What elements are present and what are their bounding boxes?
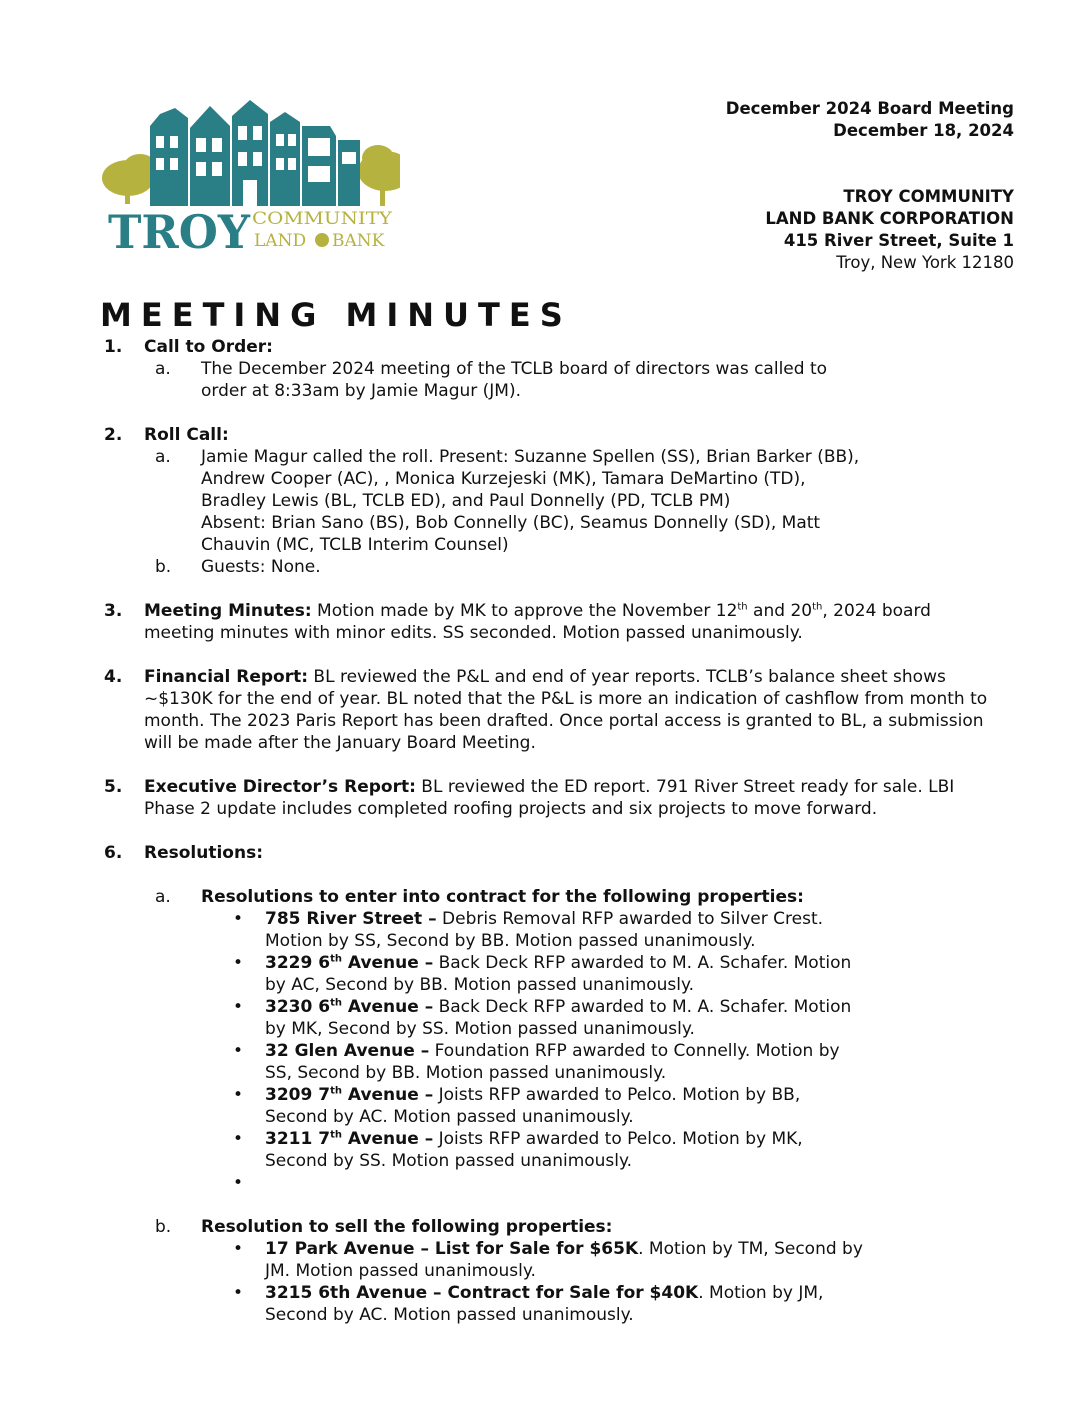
item-financial-report (100, 666, 1004, 754)
item-text: BL reviewed the ED report. 791 River Street ready for sale. LBI Phase 2 update includes completed roofing projects and six projects to move forward. (144, 777, 955, 819)
meeting-date: December 18, 2024 (833, 121, 1014, 140)
list-item: • 32 Glen Avenue – Foundation RFP awarded to Connelly. Motion by SS, Second by BB. Motion passed unanimously. (265, 1040, 865, 1084)
header-info (726, 98, 1014, 274)
subitem-roll-call-a (100, 446, 1020, 556)
subitem-call-to-order-a (100, 358, 841, 402)
roll-call-line: Jamie Magur called the roll. Present: Suzanne Spellen (SS), Brian Barker (BB), (201, 447, 860, 467)
left-tree-icon (102, 154, 156, 204)
item-number: 4. (104, 667, 123, 687)
item-label: Meeting Minutes: (144, 601, 312, 621)
item-resolutions (100, 842, 1020, 864)
item-label: Financial Report: (144, 667, 309, 687)
subitem-letter: b. (155, 1217, 172, 1237)
subitem-text: Guests: None. (201, 557, 321, 577)
meeting-name: December 2024 Board Meeting (725, 99, 1014, 118)
logo-community-text: COMMUNITY (252, 209, 393, 229)
absent-line: Chauvin (MC, TCLB Interim Counsel) (201, 535, 509, 555)
item-call-to-order (100, 336, 1020, 358)
roll-call-line: Bradley Lewis (BL, TCLB ED), and Paul Donnelly (PD, TCLB PM) (201, 491, 731, 511)
subitem-letter: a. (155, 887, 171, 907)
troy-community-land-bank-logo (100, 96, 400, 256)
org-name-line2: LAND BANK CORPORATION (765, 209, 1014, 228)
org-name-line1: TROY COMMUNITY (843, 187, 1014, 206)
ordinal-suffix: th (812, 601, 823, 613)
subitem-text: The December 2024 meeting of the TCLB board of directors was called to order at 8:33am by Jamie Magur (JM). (201, 359, 828, 401)
item-text: and 20 (747, 601, 813, 621)
org-address2: Troy, New York 12180 (836, 253, 1014, 272)
logo-tree-mark-icon (315, 233, 329, 247)
subitem-letter: a. (155, 359, 171, 379)
roll-call-line: Andrew Cooper (AC), , Monica Kurzejeski (MK), Tamara DeMartino (TD), (201, 469, 806, 489)
logo-bank-text: BANK (332, 231, 385, 251)
item-text: , 2024 board meeting minutes with minor edits. SS seconded. Motion passed unanimously. (144, 601, 931, 643)
item-text: BL reviewed the P&L and end of year reports. TCLB’s balance sheet shows ~$130K for the end of year. BL noted that the P&L is more an indication of cashflow from month to month. The 2023 Paris Report has been drafted. Once portal access is granted to BL, a submission will be made after the January Board Meeting. (144, 667, 988, 753)
subitem-label: Resolution to sell the following properties: (201, 1217, 613, 1237)
item-label: Call to Order: (144, 337, 273, 357)
logo-troy-text: TROY (108, 205, 252, 256)
item-label: Roll Call: (144, 425, 229, 445)
absent-line: Absent: Brian Sano (BS), Bob Connelly (BC), Seamus Donnelly (SD), Matt (201, 513, 821, 533)
item-number: 5. (104, 777, 123, 797)
list-item: • 3211 7th Avenue – Joists RFP awarded to Pelco. Motion by MK, Second by SS. Motion passed unanimously. (265, 1128, 865, 1172)
item-executive-director-report (100, 776, 994, 820)
list-item: • 3230 6th Avenue – Back Deck RFP awarded to M. A. Schafer. Motion by MK, Second by SS. Motion passed unanimously. (265, 996, 865, 1040)
org-address1: 415 River Street, Suite 1 (783, 231, 1014, 250)
list-item: • 17 Park Avenue – List for Sale for $65K. Motion by TM, Second by JM. Motion passed unanimously. (265, 1238, 865, 1282)
subitem-roll-call-b (100, 556, 1020, 578)
subitem-label: Resolutions to enter into contract for the following properties: (201, 887, 804, 907)
list-item: • 3215 6th Avenue – Contract for Sale for $40K. Motion by JM, Second by AC. Motion passed unanimously. (265, 1282, 865, 1326)
contract-list (100, 908, 865, 1194)
item-text: Motion made by MK to approve the November 12 (311, 601, 738, 621)
list-item: • 3209 7th Avenue – Joists RFP awarded to Pelco. Motion by BB, Second by AC. Motion passed unanimously. (265, 1084, 865, 1128)
minutes-body (100, 336, 1020, 1326)
item-number: 3. (104, 601, 123, 621)
sale-list (100, 1238, 865, 1326)
empty-list-item (265, 1172, 865, 1194)
item-meeting-minutes (100, 600, 974, 644)
subitem-letter: a. (155, 447, 171, 467)
list-item: • 3229 6th Avenue – Back Deck RFP awarded to M. A. Schafer. Motion by AC, Second by BB. Motion passed unanimously. (265, 952, 865, 996)
page-title: MEETING MINUTES (100, 296, 572, 334)
item-number: 1. (104, 337, 123, 357)
subitem-resolutions-sale (100, 1216, 1020, 1238)
item-number: 6. (104, 843, 123, 863)
item-roll-call (100, 424, 1020, 446)
item-number: 2. (104, 425, 123, 445)
subitem-letter: b. (155, 557, 172, 577)
logo-land-text: LAND (254, 231, 307, 251)
subitem-resolutions-contract (100, 886, 1020, 908)
right-tree-icon (358, 145, 400, 206)
item-label: Executive Director’s Report: (144, 777, 416, 797)
list-item: • 785 River Street – Debris Removal RFP awarded to Silver Crest. Motion by SS, Second by BB. Motion passed unanimously. (265, 908, 865, 952)
item-label: Resolutions: (144, 843, 263, 863)
ordinal-suffix: th (737, 601, 748, 613)
